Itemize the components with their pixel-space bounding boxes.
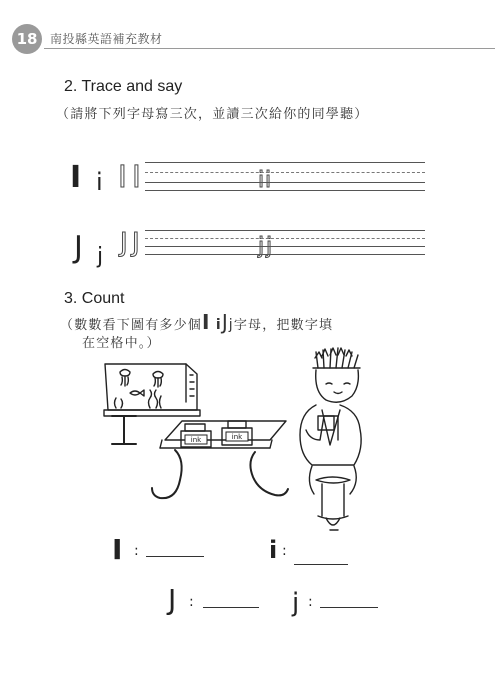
trace-lower-j-2[interactable]: j (266, 234, 273, 259)
instruction-text-2: 字母，把數字填 (233, 318, 334, 333)
aquarium-illustration (104, 364, 200, 416)
section2-subtitle: （請將下列字母寫三次，並讀三次給你的同學聽） (56, 107, 369, 122)
count-letter-lower-i: i (269, 536, 278, 564)
count-letter-upper-i: I (112, 533, 123, 566)
ink-label-2: ink (231, 433, 243, 441)
trace-upper-j[interactable]: J (120, 228, 128, 258)
trace-lower-i[interactable]: i (258, 168, 265, 193)
answer-line-upper-i[interactable] (146, 556, 204, 557)
count-colon-lower-i: : (282, 543, 287, 559)
answer-line-lower-i[interactable] (294, 564, 348, 565)
trace-lower-j[interactable]: j (258, 234, 265, 259)
hidden-letter-upper-i-stand (112, 416, 136, 444)
letter-lower-j: j (97, 244, 104, 269)
count-colon-upper-j: : (189, 594, 194, 610)
section3-title: 3. Count (64, 290, 125, 307)
trace-upper-j-2[interactable]: J (132, 228, 140, 258)
section2-title: 2. Trace and say (64, 78, 183, 95)
count-letter-lower-j: j (292, 588, 300, 618)
section3-instruction-line2: 在空格中。） (82, 336, 161, 351)
letter-upper-i: I (70, 160, 82, 195)
trace-upper-i[interactable]: I (118, 160, 127, 195)
inline-upper-i: I (202, 310, 211, 334)
letter-lower-i: i (96, 168, 103, 196)
inline-lower-j: j (228, 317, 234, 333)
table-illustration (152, 421, 288, 498)
ink-label-1: ink (190, 436, 202, 444)
answer-line-upper-j[interactable] (203, 607, 259, 608)
trace-lower-i-2[interactable]: i (265, 168, 272, 193)
letter-upper-j: J (74, 230, 83, 265)
answer-line-lower-j[interactable] (320, 607, 378, 608)
inline-upper-j: J (221, 310, 229, 334)
trace-upper-i-2[interactable]: I (132, 160, 141, 195)
page-number-badge: 18 (12, 24, 42, 54)
header-title: 南投縣英語補充教材 (50, 32, 163, 46)
instruction-text-1: （數數看下圖有多少個 (60, 318, 203, 333)
count-colon-lower-j: : (308, 594, 313, 610)
inline-lower-i: i (215, 317, 222, 333)
person-illustration (300, 348, 361, 530)
count-letter-upper-j: J (168, 583, 177, 616)
count-colon-upper-i: : (134, 543, 139, 559)
